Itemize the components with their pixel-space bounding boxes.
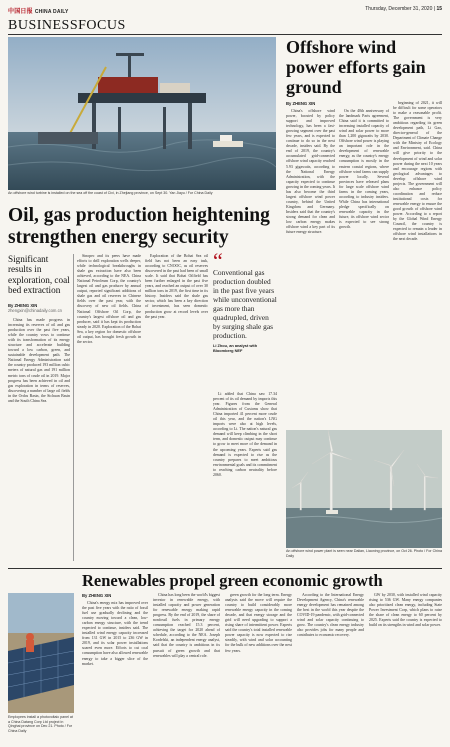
oil-byline-email: zhengxin@chinadaily.com.cn <box>8 308 62 313</box>
renew-col5-text: GW by 2030, with installed wind capacity rising to 536 GW. Many energy companies also prioritized clean energy, including State Power Investment Corp, which plans to raise the share of clean energy to 60 percent by 2025. Experts said the country is expected to build on its strengths in wind and solar power. <box>369 593 442 628</box>
renew-col4-text: According to the International Energy Development Agency, China's renewable energy development has remained among the best in the world this year despite the COVID-19 pandemic, with grid-connected wind and solar capacity continuing to grow. The country's clean energy industry also provides jobs for many people and contributes to economic recovery. <box>297 593 364 638</box>
masthead <box>8 3 442 16</box>
wind-column-1 <box>286 109 335 427</box>
renew-column-4 <box>297 593 364 741</box>
page-number: 15 <box>436 6 442 12</box>
oil-headline: Oil, gas production heightening strengthen energy security <box>8 205 270 248</box>
renew-col3-text: green growth for the long term. Energy analysts said the move will require the country to build considerably more renewable energy capacity in the coming decade, and that energy storage and the grid will need upgrading to support a rising share of intermittent power. Experts said the country's total installed renewable power capacity is now expected to rise steadily, with wind and solar accounting for the bulk of new additions over the next few years. <box>225 593 292 653</box>
section-title-b: FOCUS <box>78 18 126 33</box>
wind-column-3 <box>393 101 442 427</box>
top-photo <box>8 37 276 190</box>
solar-panel-image <box>8 593 74 713</box>
wind-photo-caption: An offshore wind power plant is seen near Dalian, Liaoning province, on Oct 26. Photo / For China Daily <box>286 549 442 558</box>
renew-column-3 <box>225 593 292 741</box>
renew-column-2 <box>153 593 220 741</box>
oil-dek: Significant results in exploration, coal bed extraction <box>8 254 70 295</box>
top-photo-caption: An offshore wind turbine is installed on the sea off the coast of Cixi, in Zhejiang province, on Sept 30. Yan Jiayu / For China Daily <box>8 191 213 195</box>
logo-chinese: 中国日报 <box>8 9 33 15</box>
date-text: Thursday, December 31, 2020 <box>365 6 433 12</box>
oil-byline <box>8 303 70 313</box>
section-title-a: BUSINESS <box>8 18 79 33</box>
oil-col3-text: Exploration of the Bohai Sea oil field has not been an easy task, according to CNOOC, as oil reserves discovered in the past had been of small scale. It said that Bohai Oilfield has been further enlarged in the past five years, and reached an output of over 30 million tons in 2019, the first time in its history. Insiders said the shale gas sector, which has been a key direction of investment, has seen domestic production grow at record levels over the past year. <box>145 254 208 319</box>
wind-col2-text: On the 40th anniversary of the landmark Paris agreement, China said it is committed to increasing installed capacity of wind and solar power to more than 1,200 gigawatts by 2030. Offshore wind power is playing an important role in the development of renewable energy, as the country's energy consumption is mostly in the eastern coastal regions, where offshore wind farms can supply power locally. Several provinces have released plans for large scale offshore wind farms in the coming years, according to industry insiders. While China has international pledge specifically on renewable capacity in the future, its offshore wind sector is expected to see strong growth. <box>339 109 389 230</box>
oil-col2-text: Sinopec and its peers have made efforts to drill exploration wells deeper, while technological breakthroughs in shale gas extraction have also been achieved, according to the NEA. China National Petroleum Corp, the country's largest oil and gas producer by annual output, reported significant additions of shale gas and oil reserves in Chinese fields over the past year, with the discovery of new oil fields. China National Offshore Oil Corp, the country's largest offshore oil and gas producer, said it has kept its production steady in 2020. Exploration of the Bohai Sea, a key region for domestic offshore oil output, has brought fresh growth in the sector. <box>77 254 141 344</box>
renew-col1-text: China's energy mix has improved over the past five years with the ratio of fossil fuel use gradually declining and the country moving toward a clean, low-carbon energy structure, with the trend expected to continue, insiders said. The installed wind energy capacity increased from 131 GW in 2015 to 236 GW in 2019, and its solar power installations soared even more. Efforts to cut coal consumption have also allowed renewable energy to take a bigger slice of the market. <box>82 601 148 666</box>
wind-byline: By ZHENG XIN <box>286 101 316 106</box>
oil-column-4 <box>213 392 277 561</box>
solar-photo <box>8 593 74 713</box>
solar-photo-caption: Employees install a photovoltaic panel at a China Datang Corp Ltd project in Qinghai province on Dec 21. Photo / For China Daily <box>8 715 73 733</box>
quote-mark-icon: “ <box>213 248 223 273</box>
renew-headline: Renewables propel green economic growth <box>82 571 383 590</box>
pull-quote-text: Conventional gas production doubled in the past five years while unconventional gas more than quadrupled, driven by surging shale gas production. <box>213 268 277 340</box>
header-rule <box>8 34 442 35</box>
offshore-platform-image <box>8 37 276 190</box>
wind-headline: Offshore wind power efforts gain ground <box>286 37 426 97</box>
wind-col3-text: beginning of 2021, it will be difficult for some operators to make a reasonable profit. The government is very ambitious regarding its green development path, Li Gao, director-general of the Department of Climate Change with the Ministry of Ecology and Environment, said. China will give priority to the development of wind and solar power during the next 10 years and encourage regions with geological advantages to develop offshore wind projects. The government will also enhance policy coordination and reduce institutional costs for renewable energy to ensure the good growth of offshore wind power. According to a report by the Global Wind Energy Council, the country is expected to remain a leader in offshore wind installations in the next decade. <box>393 101 442 242</box>
oil-column-3 <box>145 254 208 561</box>
renew-col2-text: China has long been the world's biggest investor in renewable energy, with installed capacity and power generation for renewable energy making rapid progress. By the end of 2019, the share of nonfossil fuels in primary energy consumption reached 15.3 percent, achieving the target for 2020 ahead of schedule, according to the NEA. Joseph Kordelski, an independent energy analyst, said that the country is ambitious in its pursuit of green growth and that renewables will play a central role. <box>153 593 220 658</box>
column-rule <box>73 254 74 561</box>
oil-col4-text: Li added that China saw 17.34 percent of its oil demand by imports this year. Figures from the General Administration of Customs show that China imported 41 percent more crude oil this year, and the nation's LNG imports were also at high levels, according to Li. The nation's natural gas demand will keep climbing in the short term, and domestic output may continue to grow to meet more of the demand in the upcoming years. Experts said gas demand is expected to rise as the country prepares to meet ambitious environmental goals and its commitment to reaching carbon neutrality before 2060. <box>213 392 277 477</box>
oil-col1-text: China has made progress in increasing its reserves of oil and gas production over the past five years, while the country vows to continue with its transformation of its energy structure and accelerate building toward a low carbon, green, and sustainable development path. The National Energy Administration said the country produced 193 million cubic meters of natural gas and 191 million metric tons of crude oil in 2019. Major progress has been achieved in oil and gas exploration in terms of reserves, discovering a number of large oil fields in the Ordos Basin, the Sichuan Basin and the South China Sea. <box>8 318 70 403</box>
wind-turbine-photo <box>286 430 442 548</box>
logo-english: CHINA DAILY <box>34 9 69 15</box>
bottom-band-rule <box>8 568 442 569</box>
pull-quote-attribution: Li Zhou, an analyst with Bloomberg NEF <box>213 343 258 353</box>
renew-column-1 <box>82 601 148 741</box>
newspaper-logo <box>8 6 69 15</box>
oil-column-2 <box>77 254 141 561</box>
section-title <box>8 17 126 34</box>
oil-column-1 <box>8 318 70 561</box>
renew-byline: By ZHENG XIN <box>82 593 112 598</box>
wind-col1-text: China's offshore wind power, boosted by policy support and improved technology, has been a fast-growing segment over the past few years, and is expected to continue to do so in the next decade, insiders said. By the end of 2019, the country's accumulated grid-connected offshore wind capacity reached 5.93 gigawatts, according to the National Energy Administration, with the capacity expected to continue growing in the coming years. It has also become the third largest offshore wind power country, behind the United Kingdom and Germany. Insiders said that the country's strong demand for clean and low carbon energy makes offshore wind a key part of its future energy structure. <box>286 109 335 235</box>
dateline: Thursday, December 31, 2020 | 15 <box>365 6 442 12</box>
wind-turbine-image <box>286 430 442 548</box>
oil-byline-name: By ZHENG XIN <box>8 303 38 308</box>
wind-column-2 <box>339 109 389 427</box>
oil-pull-quote <box>213 248 277 353</box>
renew-column-5 <box>369 593 442 741</box>
